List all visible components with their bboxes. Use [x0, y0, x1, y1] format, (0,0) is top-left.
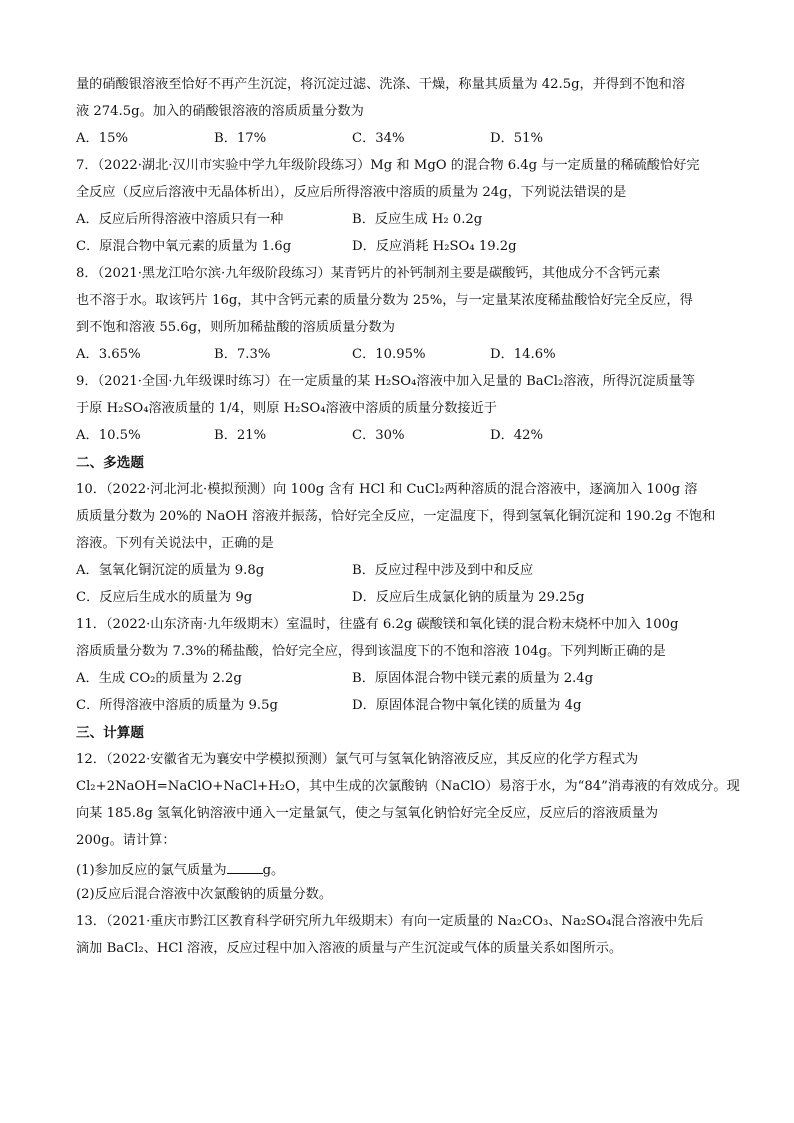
q11-option-d: D．原固体混合物中氧化镁的质量为 4g [352, 698, 582, 713]
q8-text-line-3: 到不饱和溶液 55.6g，则所加稀盐酸的溶质质量分数为 [76, 320, 395, 335]
q8-option-a: A．3.65% [76, 347, 141, 362]
q10-text-line-3: 溶液。下列有关说法中，正确的是 [76, 536, 274, 551]
q6-option-b: B．17% [214, 131, 267, 146]
q8-option-c: C．10.95% [352, 347, 426, 362]
q7-text-line-2: 全反应（反应后溶液中无晶体析出），反应后所得溶液中溶质的质量为 24g，下列说法错误的是 [76, 185, 627, 200]
q6-text-line-2: 液 274.5g。加入的硝酸银溶液的溶质质量分数为 [76, 104, 364, 119]
q10-text-line-2: 质质量分数为 20%的 NaOH 溶液并振荡，恰好完全反应，一定温度下，得到氢氧化铜沉淀和 190.2g 不饱和 [76, 509, 716, 524]
q12-text-line-2: Cl₂+2NaOH=NaClO+NaCl+H₂O，其中生成的次氯酸钠（NaClO）易溶于水，为“84”消毒液的有效成分。现 [76, 779, 740, 794]
q11-text-line-1: 11．（2022·山东济南·九年级期末）室温时，往盛有 6.2g 碳酸镁和氧化镁的混合粉末烧杯中加入 100g [76, 617, 679, 632]
section-heading-multiple-choice: 二、多选题 [76, 455, 144, 471]
q9-option-d: D．42% [490, 428, 544, 443]
q6-option-c: C．34% [352, 131, 405, 146]
q11-option-a: A．生成 CO₂的质量为 2.2g [76, 671, 242, 686]
q6-option-a: A．15% [76, 131, 129, 146]
q11-option-c: C．所得溶液中溶质的质量为 9.5g [76, 698, 278, 713]
q12-text-line-3: 向某 185.8g 氢氧化钠溶液中通入一定量氯气，使之与氢氧化钠恰好完全反应，反应后的溶液质量为 [76, 806, 659, 821]
q8-option-d: D．14.6% [490, 347, 556, 362]
q7-option-c: C．原混合物中氧元素的质量为 1.6g [76, 239, 292, 254]
q8-text-line-2: 也不溶于水。取该钙片 16g，其中含钙元素的质量分数为 25%，与一定量某浓度稀盐酸恰好完全反应，得 [76, 293, 693, 308]
q7-option-a: A．反应后所得溶液中溶质只有一种 [76, 212, 284, 227]
q10-option-c: C．反应后生成水的质量为 9g [76, 590, 253, 605]
q13-text-line-1: 13．（2021·重庆市黔江区教育科学研究所九年级期末）有向一定质量的 Na₂CO₃、Na₂SO₄混合溶液中先后 [76, 914, 704, 929]
q12-subquestion-2: (2)反应后混合溶液中次氯酸钠的质量分数。 [76, 887, 333, 902]
q7-option-d: D．反应消耗 H₂SO₄ 19.2g [352, 239, 517, 254]
q10-option-b: B．反应过程中涉及到中和反应 [352, 563, 534, 578]
q7-text-line-1: 7．（2022·湖北·汉川市实验中学九年级阶段练习）Mg 和 MgO 的混合物 6.4g 与一定质量的稀硫酸恰好完 [76, 158, 700, 173]
q10-option-a: A．氢氧化铜沉淀的质量为 9.8g [76, 563, 265, 578]
q8-option-b: B．7.3% [214, 347, 271, 362]
q7-option-b: B．反应生成 H₂ 0.2g [352, 212, 483, 227]
q9-option-c: C．30% [352, 428, 405, 443]
answer-blank[interactable] [227, 859, 263, 874]
q12-text-line-4: 200g。请计算： [76, 833, 176, 848]
q12-subquestion-1 [76, 859, 726, 880]
q9-text-line-2: 于原 H₂SO₄溶液质量的 1/4，则原 H₂SO₄溶液中溶质的质量分数接近于 [76, 401, 497, 416]
q9-option-b: B．21% [214, 428, 267, 443]
q6-option-d: D．51% [490, 131, 544, 146]
q10-option-d: D．反应后生成氯化钠的质量为 29.25g [352, 590, 585, 605]
q11-text-line-2: 溶质质量分数为 7.3%的稀盐酸，恰好完全应，得到该温度下的不饱和溶液 104g。下列判断正确的是 [76, 644, 666, 659]
q9-option-a: A．10.5% [76, 428, 141, 443]
section-heading-calculation: 三、计算题 [76, 725, 144, 741]
q10-text-line-1: 10．（2022·河北河北·模拟预测）向 100g 含有 HCl 和 CuCl₂两种溶质的混合溶液中，逐滴加入 100g 溶 [76, 482, 698, 497]
q9-text-line-1: 9．（2021·全国·九年级课时练习）在一定质量的某 H₂SO₄溶液中加入足量的 BaCl₂溶液，所得沉淀质量等 [76, 374, 696, 389]
q11-option-b: B．原固体混合物中镁元素的质量为 2.4g [352, 671, 594, 686]
q13-text-line-2: 滴加 BaCl₂、HCl 溶液，反应过程中加入溶液的质量与产生沉淀或气体的质量关系如图所示。 [76, 941, 623, 956]
q8-text-line-1: 8．（2021·黑龙江哈尔滨·九年级阶段练习）某青钙片的补钙制剂主要是碳酸钙，其他成分不含钙元素 [76, 266, 661, 281]
q12-subquestion-1-suffix: g。 [262, 863, 285, 878]
q6-text-line-1: 量的硝酸银溶液至恰好不再产生沉淀，将沉淀过滤、洗涤、干燥，称量其质量为 42.5g，并得到不饱和溶 [76, 77, 686, 92]
q12-subquestion-1-prefix: (1)参加反应的氯气质量为 [76, 863, 227, 878]
q12-text-line-1: 12．（2022·安徽省无为襄安中学模拟预测）氯气可与氢氧化钠溶液反应，其反应的化学方程式为 [76, 752, 639, 767]
